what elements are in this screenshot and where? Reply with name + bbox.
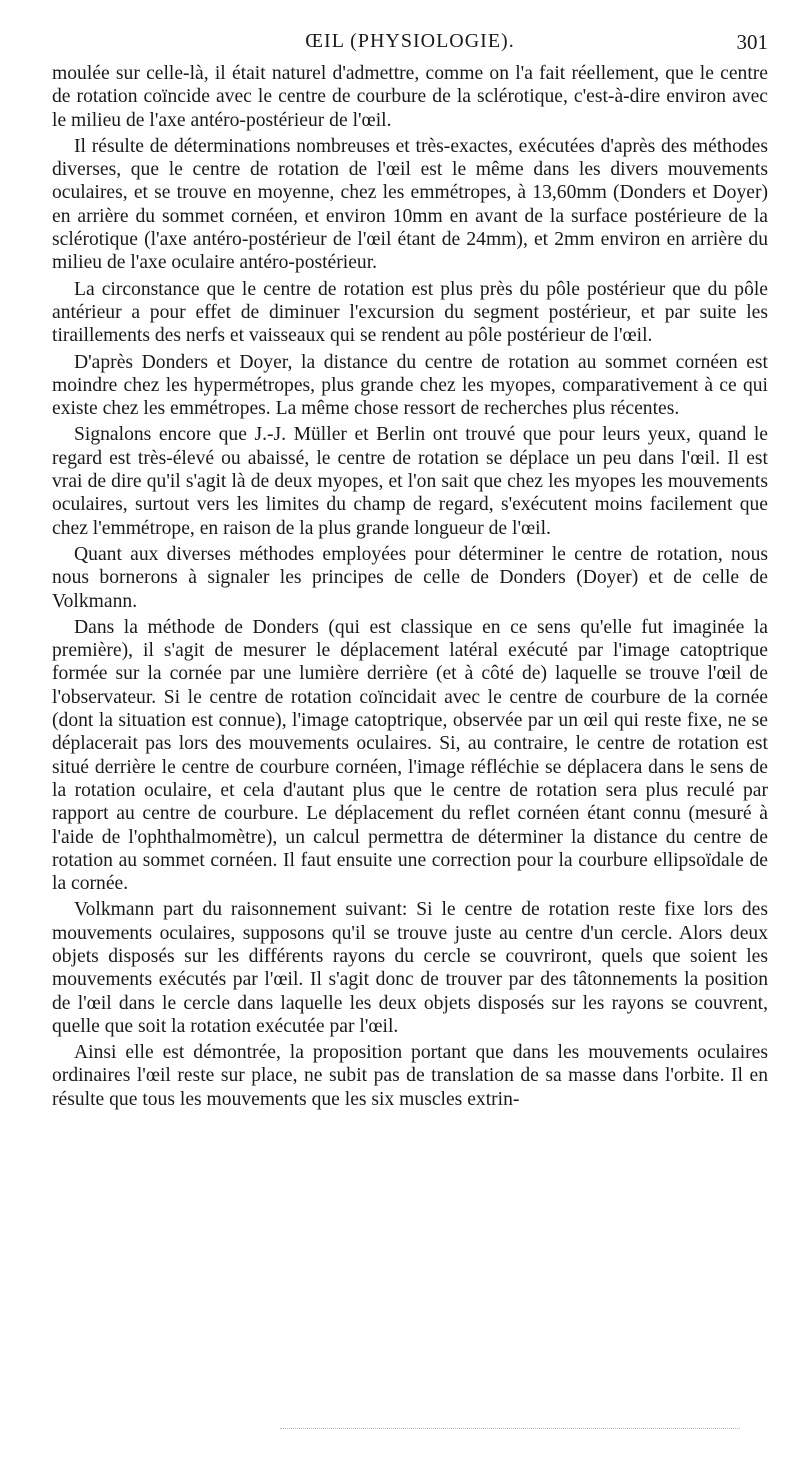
body-text bbox=[52, 62, 768, 1114]
paragraph-4: D'après Donders et Doyer, la distance du centre de rotation au sommet cornéen est moindre chez les hypermétropes, plus grande chez les myopes, comparativement à ce qui existe chez les emmétropes. La même chose ressort de recherches plus récentes. bbox=[52, 351, 768, 420]
paragraph-6: Quant aux diverses méthodes employées pour déterminer le centre de rotation, nous nous bornerons à signaler les principes de celle de Donders (Doyer) et de celle de Volkmann. bbox=[52, 543, 768, 612]
paragraph-1: moulée sur celle-là, il était naturel d'admettre, comme on l'a fait réellement, que le centre de rotation coïncide avec le centre de courbure de la sclérotique, c'est-à-dire environ avec le milieu de l'axe antéro-postérieur de l'œil. bbox=[52, 63, 768, 131]
page-number: 301 bbox=[736, 30, 768, 54]
bleed-through-marks bbox=[280, 1428, 740, 1433]
paragraph-3: La circonstance que le centre de rotation est plus près du pôle postérieur que du pôle antérieur a pour effet de diminuer l'excursion du segment postérieur, et par suite les tiraillements des nerfs et vaisseaux qui se rendent au pôle postérieur de l'œil. bbox=[52, 278, 768, 347]
paragraph-9: Ainsi elle est démontrée, la proposition portant que dans les mouvements oculaires ordinaires l'œil reste sur place, ne subit pas de translation de sa masse dans l'orbite. Il en résulte que tous les mouvements que les six muscles extrin- bbox=[52, 1042, 768, 1110]
paragraph-8: Volkmann part du raisonnement suivant: Si le centre de rotation reste fixe lors des mouvements oculaires, supposons qu'il se trouve juste au centre d'un cercle. Alors deux objets disposés sur les différents rayons du cercle se couvriront, quels que soient les mouvements exécutés par l'œil. Il s'agit donc de trouver par des tâtonnements la position de l'œil dans le cercle dans laquelle les deux objets disposés sur les rayons se couvrent, quelle que soit la rotation exécutée par l'œil. bbox=[52, 899, 768, 1037]
paragraph-5: Signalons encore que J.-J. Müller et Berlin ont trouvé que pour leurs yeux, quand le regard est très-élevé ou abaissé, le centre de rotation se déplace un peu dans l'œil. Il est vrai de dire qu'il s'agit là de deux myopes, et l'on sait que chez les myopes les mouvements oculaires, surtout vers les limites du champ de regard, s'exécutent moins facilement que chez l'emmétrope, en raison de la plus grande longueur de l'œil. bbox=[52, 424, 768, 539]
header-title: ŒIL (PHYSIOLOGIE). bbox=[305, 30, 515, 52]
paragraph-2: Il résulte de déterminations nombreuses et très-exactes, exécutées d'après des méthodes diverses, que le centre de rotation de l'œil est le même dans les divers mouvements oculaires, et se trouve en moyenne, chez les emmétropes, à 13,60mm (Donders et Doyer) en arrière du sommet cornéen, et environ 10mm en avant de la surface postérieure de la sclérotique (l'axe antéro-postérieur de l'œil étant de 24mm), et 2mm environ en arrière du milieu de l'axe oculaire antéro-postérieur. bbox=[52, 135, 768, 274]
paragraph-7: Dans la méthode de Donders (qui est classique en ce sens qu'elle fut imaginée la première), il s'agit de mesurer le déplacement latéral exécuté par l'image catoptrique formée sur la cornée par une lumière derrière (et à côté de) laquelle se trouve l'œil de l'observateur. Si le centre de rotation coïncidait avec le centre de courbure de la cornée (dont la situation est connue), l'image catoptrique, observée par un œil qui reste fixe, ne se déplacerait pas lors des mouvements oculaires. Si, au contraire, le centre de rotation est situé derrière le centre de courbure cornéen, l'image réfléchie se déplacera dans le sens de la rotation oculaire, et cela d'autant plus que le centre de rotation sera plus reculé par rapport au centre de courbure. Le déplacement du reflet cornéen étant connu (mesuré à l'aide de l'ophthalmomètre), un calcul permettra de déterminer la distance du centre de rotation au sommet cornéen. Il faut ensuite une correction pour la courbure ellipsoïdale de la cornée. bbox=[52, 616, 768, 895]
running-header bbox=[52, 30, 768, 58]
